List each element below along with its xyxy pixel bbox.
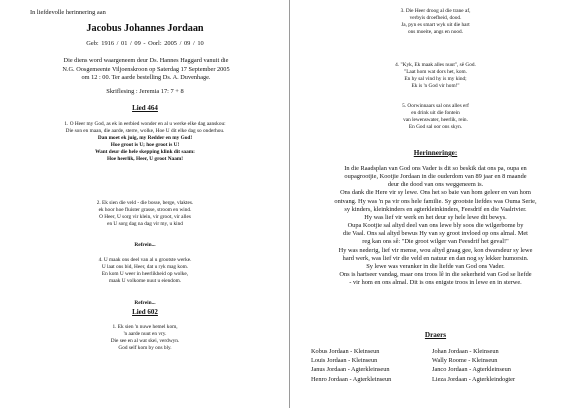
memory-line: - vir hom en ons almal. Dit is ons enigste troos in lewe en in sterwe. (349, 279, 522, 287)
memory-line: Hy was nederig, lief vir mense, wou altyd graag gee, kon dwarsdeur sy lewe (338, 246, 533, 254)
verse-line: 1. Ek sien 'n nuwe hemel kom, (112, 324, 178, 330)
service-line: Die diens word waargeneem deur Ds. Hannes Haggard vanuit die (63, 57, 229, 64)
chorus-line: Want deur die hele skepping klink dit saam: (95, 148, 195, 155)
chorus-line: Hoe heerlik, Heer, U groot Naam! (106, 155, 184, 162)
bearers-list-right (432, 347, 515, 384)
hymn-verse (290, 62, 581, 90)
verse-line: O Heer, U sorg vir klein, vir groot, vir alles (99, 213, 191, 220)
bearer-entry: Lieza Jordaan - Agterkleindogter (432, 375, 516, 383)
verse-line: en U sorg dag na dag vir my, u kind (107, 220, 183, 227)
service-details (12, 57, 280, 83)
verse-line: En hy sal vind hy is my kind; (404, 75, 467, 82)
memory-line: Sy lewe was veranker in die liefde van God ons Vader. (366, 262, 505, 270)
refrain-label: Refrein... (134, 242, 156, 248)
chorus-line: Dan moet ek juig, my Redder en my God! (97, 134, 193, 141)
hymn-title: Lied 602 (132, 308, 158, 316)
memorial-line: In liefdevolle herinnering aan (30, 9, 106, 16)
memory-line: deur die dood van ons weggeneem is. (387, 181, 484, 189)
verse-line: Ek is 'n God vir hom!" (411, 82, 460, 89)
verse-line: verbyis droefheid, dood. (409, 14, 462, 21)
verse-line: 1. O Heer my God, as ek in eerbied wonder en al u werke elke dag aanskou: (64, 121, 226, 127)
bearer-entry: Janco Jordaan - Agterkleinseun (432, 366, 511, 374)
memory-line: die Vaal. Ons sal altyd bewus Hy van sy groot invloed op ons almal. Met (343, 230, 528, 238)
bearers-title: Draers (424, 331, 447, 339)
verse-line: maak U volkome nuut u eiendom. (108, 277, 182, 284)
memories-text (294, 165, 577, 287)
verse-line: 3. Die Heer droog al die trane af, (400, 8, 471, 14)
memory-line: Oupa Kootjie sal altyd deel van ons lewe bly soos die wilgerbome by (347, 222, 524, 230)
birth-death-dates: Geb: 1916 / 01 / 09 - Oorl: 2005 / 09 / 10 (86, 40, 204, 47)
memory-line: Ons is hartseer vandag, maar ons troos lê in die sekerheid van God se liefde (339, 271, 532, 279)
service-line: om 12 : 00. Ter aarde bestelling Ds. A. Duvenhage. (81, 74, 211, 82)
memory-line: Hy was lief vir werk en het deur sy hele lewe dit bewys. (364, 213, 507, 221)
bearer-entry: Kobus Jordaan - Kleinseun (311, 348, 380, 355)
bearer-entry: Wally Roome - Kleinseun (432, 357, 498, 365)
verse-line: van lewenswater, heerlik, rein. (403, 116, 468, 123)
verse-line: "Laat hom wat dors het, kom. (404, 68, 467, 75)
verse-line: U laat ons bid, Heer, dat u ryk mag kom. (101, 263, 189, 270)
bearer-entry: Louis Jordaan - Kleinseun (311, 357, 378, 365)
bearer-entry: Johan Jordaan - Kleinseun (432, 348, 499, 355)
bearers-list-left (311, 347, 391, 384)
memory-line: reg kan ons sê: "Die groot wilger van Feesdrif het geval!" (362, 238, 509, 246)
memory-line: In die Raadsplan van God ons Vader is dit so beskik dat ons pa, oupa en (344, 165, 527, 172)
right-page (290, 0, 581, 408)
service-line: N.G. Oosgemeente Viljoenskroon op Saterdag 17 September 2005 (62, 65, 230, 73)
memory-line: ontvang. Hy was 'n pa vir ons hele familie. Sy grootste liefdes was Ouma Serie, (334, 197, 537, 205)
chorus-line: Hoe groot is U; hoe groot is U! (110, 141, 180, 148)
bearer-entry: Henro Jordaan - Agterkleinseun (311, 375, 392, 383)
memory-line: Ons dank die Here vir sy lewe. Ons het so baie van hom geleer en van hom (340, 189, 531, 197)
hymn-verse (8, 200, 282, 228)
hymn-verse (8, 121, 282, 162)
hymn-verse (8, 257, 282, 285)
verse-line: Die see en al wat skei, verdwyn. (110, 337, 180, 344)
verse-line: En kom U weer in heerlikheid op wolke, (101, 270, 189, 277)
memories-title: Herinneringe: (413, 149, 458, 157)
verse-line: 4. "Kyk, Ek maak alles nuut", sê God. (395, 62, 476, 68)
verse-line: Ja, pyn es smart wyk uit die hart (401, 21, 470, 28)
verse-line: 5. Oorwinnaars sal ons alles erf (402, 103, 469, 109)
verse-line: En God sal oor ons skyn. (408, 123, 463, 130)
memory-line: hard werk, was lief vir die veld en natuur en dan nog sy lekker humorsin. (342, 254, 529, 262)
refrain-label: Refrein... (134, 300, 156, 306)
memory-line: sy kinders, kleinkinders en agterkleinkinders, Feesdrif en die Vaalrivier. (344, 205, 527, 213)
verse-line: ons moeite, angs en nood. (407, 28, 464, 35)
hymn-title: Lied 464 (132, 104, 158, 112)
memory-line: oupagrootjie, Kootjie Jordaan in die ouderdom van 89 jaar en 8 maande (344, 173, 527, 181)
verse-line: 2. Ek sien die veld - die bosse, berge, vlaktes. (96, 200, 194, 206)
verse-line: en drink uit die fontein (411, 109, 460, 116)
verse-line: 4. U maak ons deel van al u grootste werke. (98, 257, 192, 263)
deceased-name: Jacobus Johannes Jordaan (86, 23, 204, 34)
hymn-verse (290, 8, 581, 36)
verse-line: 'n aarde nuut en vry. (123, 330, 167, 337)
hymn-verse (290, 103, 581, 131)
verse-line: Die son en maan, die aarde, sterre, wolke, Hoe U dit elke dag so onderhou. (65, 127, 225, 134)
bearer-entry: Janus Jordaan - Agterkleinseun (311, 366, 390, 374)
scripture-reading: Skriflesing : Jeremia 17: 7 + 8 (106, 88, 184, 95)
hymn-verse (8, 324, 282, 352)
verse-line: ek hoor hoe fluister grasse, stroom en wind. (98, 206, 192, 213)
verse-line: God self kom by ons bly. (118, 344, 172, 351)
left-page (0, 0, 290, 408)
